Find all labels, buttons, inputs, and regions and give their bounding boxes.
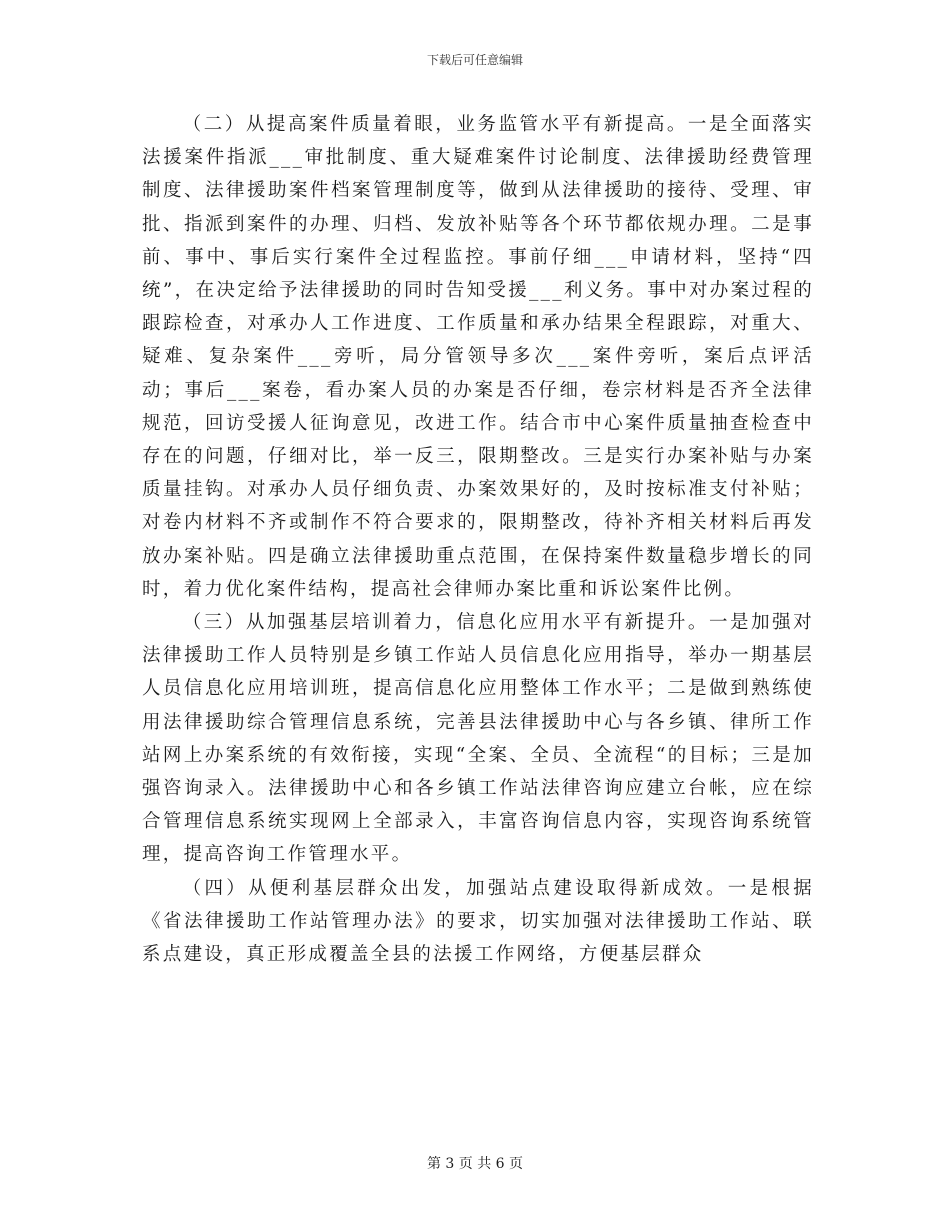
page-header: 下载后可任意编辑 [426,53,523,67]
document-body [142,108,814,971]
paragraph-section-2: （二）从提高案件质量着眼，业务监管水平有新提高。一是全面落实法援案件指派___审批制度、重大疑难案件讨论制度、法律援助经费管理制度、法律援助案件档案管理制度等，做到从法律援助的接待、受理、审批、指派到案件的办理、归档、发放补贴等各个环节都依规办理。二是事前、事中、事后实行案件全过程监控。事前仔细___申请材料，坚持“四统”，在决定给予法律援助的同时告知受援___利义务。事中对办案过程的跟踪检查，对承办人工作进度、工作质量和承办结果全程跟踪，对重大、疑难、复杂案件___旁听，局分管领导多次___案件旁听，案后点评活动；事后___案卷，看办案人员的办案是否仔细，卷宗材料是否齐全法律规范，回访受援人征询意见，改进工作。结合市中心案件质量抽查检查中存在的问题，仔细对比，举一反三，限期整改。三是实行办案补贴与办案质量挂钩。对承办人员仔细负责、办案效果好的，及时按标准支付补贴；对卷内材料不齐或制作不符合要求的，限期整改，待补齐相关材料后再发放办案补贴。四是确立法律援助重点范围，在保持案件数量稳步增长的同时，着力优化案件结构，提高社会律师办案比重和诉讼案件比例。 [142,114,814,600]
paragraph-section-3: （三）从加强基层培训着力，信息化应用水平有新提升。一是加强对法律援助工作人员特别是乡镇工作站人员信息化应用指导，举办一期基层人员信息化应用培训班，提高信息化应用整体工作水平；二是做到熟练使用法律援助综合管理信息系统，完善县法律援助中心与各乡镇、律所工作站网上办案系统的有效衔接，实现“全案、全员、全流程“的目标；三是加强咨询录入。法律援助中心和各乡镇工作站法律咨询应建立台帐，应在综合管理信息系统实现网上全部录入，丰富咨询信息内容，实现咨询系统管理，提高咨询工作管理水平。 [142,612,814,866]
page-number-footer: 第 3 页 共 6 页 [426,1156,524,1172]
paragraph-section-4: （四）从便利基层群众出发，加强站点建设取得新成效。一是根据《省法律援助工作站管理办法》的要求，切实加强对法律援助工作站、联系点建设，真正形成覆盖全县的法援工作网络，方便基层群众 [142,877,814,966]
